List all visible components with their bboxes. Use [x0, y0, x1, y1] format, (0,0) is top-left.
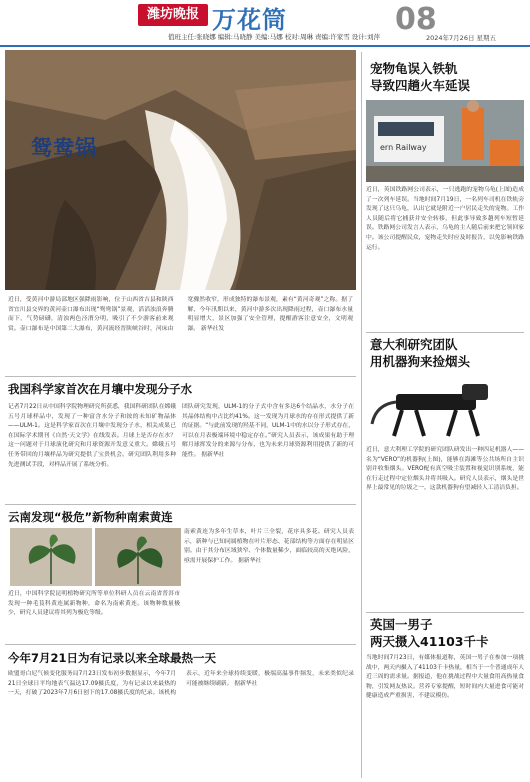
headline-heat: 今年7月21日为有记录以来全球最热一天 — [8, 651, 217, 665]
robot-photo — [366, 374, 524, 442]
divider — [5, 504, 356, 505]
plant-photo-2 — [95, 528, 181, 586]
column-divider — [361, 52, 362, 778]
paper-logo: 潍坊晚报 — [138, 4, 208, 26]
plant-body: 南索黄连为多年生草本，叶片三全裂，花序具多花。研究人员表示，新种与已知同属植物在叶片形态、花部结构等方面存在明显区别。由于其分布区域狭窄、个体数量稀少，面临较高的灭绝风险，亟需开展保护工作。 据新华社 — [184, 529, 354, 564]
plant-caption: 近日，中国科学院昆明植物研究所等单位科研人员在云南省普洱市发现一种毛茛科黄连属新物种，命名为南索黄连。该物种数量极少，研究人员建议将其列为极危等级。 — [8, 591, 180, 617]
train-image — [366, 100, 524, 182]
divider — [366, 332, 524, 333]
svg-text:ern Railway: ern Railway — [380, 143, 427, 152]
robot-body: 近日，意大利理工学院的研究团队研发出一种四足机器人——名为“VERO”的机器狗(上图)，能够在海滩等公共场所自主识别并收集烟头。VERO配有真空吸尘装置和视觉识别系统，能在行走过程中定位烟头并将其吸入。研究人员表示，烟头是世界上最常见的垃圾之一，这款机器狗有望减轻人工清洁负担。 — [366, 447, 524, 492]
section-title: 万花筒 — [212, 5, 287, 34]
robot-dog-image — [366, 374, 524, 442]
leaf-icon — [10, 528, 92, 586]
waterfall-image — [5, 50, 356, 290]
turtle-photo — [366, 100, 524, 182]
moon-water-body-left: 记者7月22日从中国科学院物理研究所获悉，我国科研团队在嫦娥五号月球样品中，发现了一种富含水分子和铵的未知矿物晶体——ULM-1。这是科学家首次在月壤中发现分子水，相关成果已在国际学术期刊《自然·天文学》在线发表。月球上是否存在水？这一问题对于月球演化研究和月球资源开发意义重大。嫦娥五号任务带回的月壤样品为研究提供了宝贵机会。研究团队利用多种先进测试手段，对样品开展了系统分析。 — [8, 404, 176, 468]
headline-plant: 云南发现“极危”新物种南索黄连 — [8, 510, 173, 524]
headline-calories: 英国一男子 两天摄入41103千卡 — [370, 617, 489, 649]
divider — [5, 376, 356, 377]
dateline: 2024年7月26日 星期五 — [426, 34, 497, 42]
divider — [5, 644, 356, 645]
divider — [366, 612, 524, 613]
calories-body: 当地时间7月23日，有媒体报道称，英国一男子在参加一项挑战中，两天内摄入了41103千卡热量，相当于一个普通成年人近三周的需求量。据报道，他在挑战过程中大量食用高热量食物，引发网友热议。营养专家提醒，短时间内大量进食可能对健康造成严重损害，不建议模仿。 — [366, 655, 524, 700]
hero-title: 鸳鸯锅 — [31, 135, 97, 160]
plant-photo-1 — [10, 528, 92, 586]
leaf-icon — [95, 528, 181, 586]
turtle-body: 近日，英国铁路网公司表示，一只逃跑的宠物乌龟(上图)造成了一次列车延误。当地时间7月19日，一名列车司机在铁轨旁发现了这只乌龟，认出它就是附近一户居民走失的宠物。工作人员随后将它捕获并安全转移，但此事导致多趟列车短暂延误。铁路网公司发言人表示，乌龟的主人随后前来把它领回家中。该公司提醒民众，宠物走失时应及时报告，以免影响铁路运行。 — [366, 187, 524, 251]
page-number: 08 — [395, 2, 437, 37]
headline-turtle: 宠物龟误入铁轨 导致四趟火车延误 — [370, 61, 471, 93]
masthead — [0, 0, 530, 47]
headline-robot: 意大利研究团队 用机器狗来捡烟头 — [370, 337, 471, 369]
heat-body: 欧盟哥白尼气候变化服务局7月23日发布初步数据显示，今年7月21日全球日平均地表气温达17.09摄氏度，为有记录以来最热的一天，打破了2023年7月6日创下的17.08摄氏度的纪录。该机构表示，近年来全球持续变暖，极端高温事件频发，未来类似纪录可能被继续刷新。 据新华社 — [8, 671, 354, 697]
editorial-credits: 值班主任:张晓娜 编辑:马晓静 美编:马娜 校对:周琳 责编:许家雪 设计:刘萍 — [168, 33, 380, 41]
hero-caption: 近日，受黄河中游局部地区强降雨影响，位于山西省吉县和陕西省宜川县交界的黄河壶口瀑布出现“鸳鸯锅”景观，滔滔浊浪奔腾而下，气势磅礴，清浊两色泾渭分明，吸引了不少游客前来观赏。壶口瀑布是中国第二大瀑布，黄河流经晋陕峡谷时，河床由宽骤然收窄，形成独特的瀑布景观，素有“黄河奇观”之称。据了解，今年汛期以来，黄河中游多次出现降雨过程，壶口瀑布水量明显增大，景区加强了安全管理，提醒游客注意安全，文明观瀑。 新华社发 — [8, 297, 353, 332]
headline-moon-water: 我国科学家首次在月壤中发现分子水 — [8, 382, 192, 396]
moon-water-body-right: 团队研究发现，ULM-1的分子式中含有多达6个结晶水，水分子在其晶体结构中占比约41%。这一发现为月球水的存在形式提供了新的证据。“与此前发现的羟基不同，ULM-1中的水以分子形式存在，可以在月表极端环境中稳定存在。”研究人员表示，该成果有助于理解月球挥发分的来源与分布，也为未来月球资源利用提供了新的可能性。 据新华社 — [182, 404, 354, 458]
hero-photo — [5, 50, 356, 290]
